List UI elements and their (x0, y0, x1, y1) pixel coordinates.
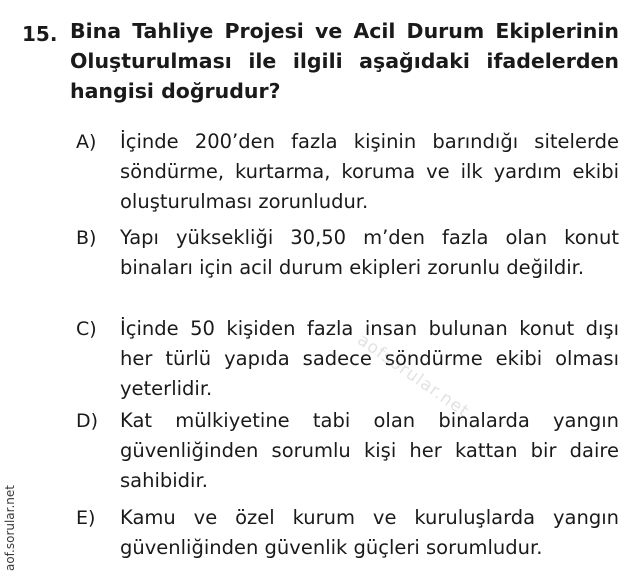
option-text: İçinde 200’den fazla kişinin barındığı sitelerde söndürme, kurtarma, koruma ve ilk yardım ekibi oluşturulması zorunludur. (120, 130, 619, 213)
option-letter: A) (76, 131, 97, 153)
option-text: İçinde 50 kişiden fazla insan bulunan konut dışı her türlü yapıda sadece söndürme ekibi olması yeterlidir. (120, 317, 619, 400)
option-text: Kamu ve özel kurum ve kuruluşlarda yangın güvenliğinden güvenlik güçleri sorumludur. (120, 506, 619, 559)
option-letter: C) (76, 318, 97, 340)
option-letter: D) (76, 410, 99, 432)
question-number: 15. (22, 22, 58, 46)
side-watermark (2, 478, 18, 578)
option-text: Kat mülkiyetine tabi olan binalarda yangın güvenliğinden sorumlu kişi her kattan bir daire sahibidir. (120, 409, 619, 492)
option-letter: B) (76, 227, 97, 249)
side-watermark-text: aof.sorular.net (3, 484, 17, 572)
diagonal-watermark: aofsorular.net (353, 330, 473, 422)
option-text: Yapı yüksekliği 30,50 m’den fazla olan konut binaları için acil durum ekipleri zorunlu değildir. (120, 226, 619, 279)
question-stem: Bina Tahliye Projesi ve Acil Durum Ekiplerinin Oluşturulması ile ilgili aşağıdaki ifadelerden hangisi doğrudur? (70, 19, 619, 103)
option-letter: E) (76, 507, 96, 529)
